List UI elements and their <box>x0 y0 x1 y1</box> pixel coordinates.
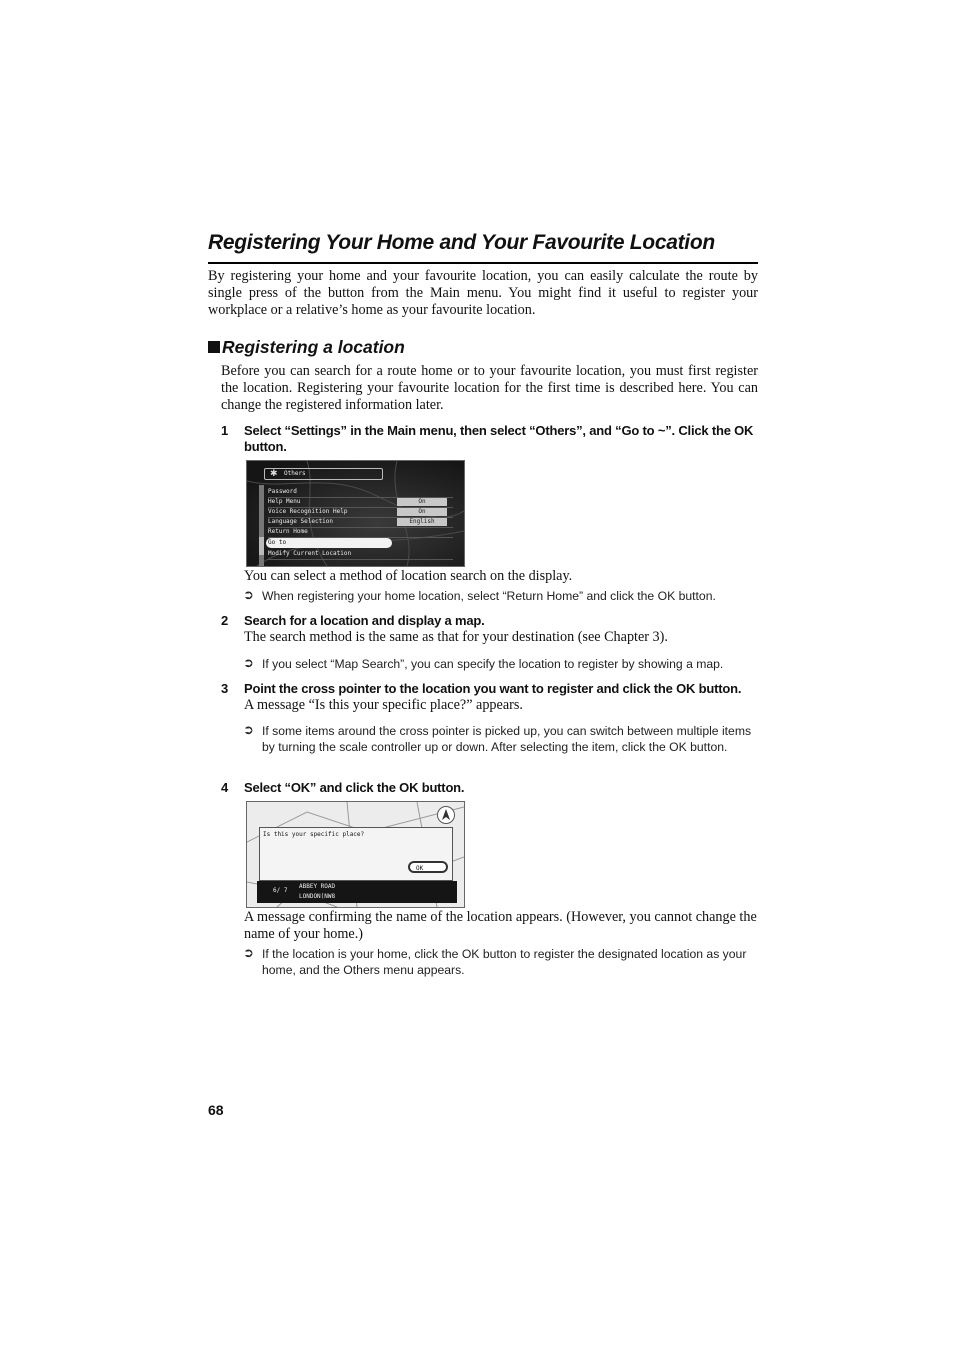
step-note <box>243 587 758 604</box>
step-note <box>243 655 762 672</box>
location-info-bar <box>257 881 457 903</box>
step-note <box>243 722 756 755</box>
note-text: If some items around the cross pointer is picked up, you can switch between multiple items by turning the scale controller up or down. After selecting the item, click the OK button. <box>262 724 752 754</box>
scrollbar-thumb[interactable] <box>259 537 264 555</box>
note-arrow-icon: ➲ <box>243 655 254 670</box>
menu-item-modify-location[interactable] <box>268 550 453 560</box>
menu-item-go-to[interactable] <box>266 538 392 548</box>
menu-item-label: Password <box>268 488 297 495</box>
note-text: If the location is your home, click the OK button to register the designated location as your home, and the Others menu appears. <box>262 947 747 977</box>
note-arrow-icon: ➲ <box>243 587 254 602</box>
menu-item-value[interactable]: English <box>397 518 447 526</box>
step-instruction: Select “OK” and click the OK button. <box>244 780 465 795</box>
page-title: Registering Your Home and Your Favourite Location <box>208 231 715 254</box>
confirm-dialog-screenshot <box>246 801 465 908</box>
step-result: You can select a method of location search on the display. <box>244 568 573 584</box>
section-title: Registering a location <box>222 337 405 357</box>
step-result: A message “Is this your specific place?” appears. <box>244 697 523 713</box>
menu-item-label: Language Selection <box>268 518 334 525</box>
address-line-1: ABBEY ROAD <box>299 883 336 890</box>
step-result: A message confirming the name of the location appears. (However, you cannot change the name of your home.) <box>244 909 757 942</box>
step-instruction: Point the cross pointer to the location you want to register and click the OK button. <box>244 681 742 696</box>
step-instruction: Search for a location and display a map. <box>244 613 485 628</box>
menu-item-language[interactable] <box>268 518 453 528</box>
step-number: 3 <box>221 681 229 696</box>
step-number: 1 <box>221 423 229 438</box>
menu-item-label: Help Menu <box>268 498 301 505</box>
menu-item-help-menu[interactable] <box>268 498 453 508</box>
step-number: 2 <box>221 613 229 628</box>
menu-item-voice-help[interactable] <box>268 508 453 518</box>
menu-item-label: Go to <box>268 539 287 546</box>
note-arrow-icon: ➲ <box>243 722 254 737</box>
step-number: 4 <box>221 780 229 795</box>
note-arrow-icon: ➲ <box>243 945 254 960</box>
step-instruction: Select “Settings” in the Main menu, then select “Others”, and “Go to ~”. Click the OK button. <box>244 423 754 454</box>
north-arrow-icon <box>438 807 454 823</box>
address-line-2: LONDON(NW8 <box>299 893 336 900</box>
others-menu-screenshot <box>246 460 465 567</box>
step-result: The search method is the same as that for your destination (see Chapter 3). <box>244 629 668 645</box>
confirm-dialog <box>259 827 453 881</box>
menu-item-value[interactable]: On <box>397 498 447 506</box>
section-heading <box>208 337 608 358</box>
note-text: When registering your home location, select “Return Home” and click the OK button. <box>262 589 716 603</box>
step-note <box>243 945 756 978</box>
section-paragraph: Before you can search for a route home or to your favourite location, you must first register the location. Registering your favourite location for the first time is described here. You can change the registered information later. <box>221 363 758 413</box>
menu-item-value[interactable]: On <box>397 508 447 516</box>
menu-item-label: Modify Current Location <box>268 550 352 557</box>
menu-item-label: Return Home <box>268 528 308 535</box>
intro-paragraph: By registering your home and your favourite location, you can easily calculate the route by single press of the button from the Main menu. You might find it useful to register your workplace or a relative’s home as your favourite location. <box>208 268 758 318</box>
compass-icon[interactable] <box>437 806 455 824</box>
title-rule <box>208 262 758 264</box>
menu-header: Others <box>284 470 306 477</box>
ok-button[interactable]: OK <box>408 861 448 873</box>
square-bullet-icon <box>208 341 220 353</box>
menu-header-box <box>264 468 383 480</box>
menu-item-return-home[interactable] <box>268 528 453 538</box>
item-counter: 6/ 7 <box>273 887 288 894</box>
note-text: If you select “Map Search”, you can specify the location to register by showing a map. <box>262 657 724 671</box>
page-number: 68 <box>208 1102 224 1118</box>
settings-gear-icon: ✱ <box>270 468 278 478</box>
menu-item-label: Voice Recognition Help <box>268 508 348 515</box>
dialog-message: Is this your specific place? <box>263 831 365 838</box>
menu-item-password[interactable] <box>268 488 453 498</box>
